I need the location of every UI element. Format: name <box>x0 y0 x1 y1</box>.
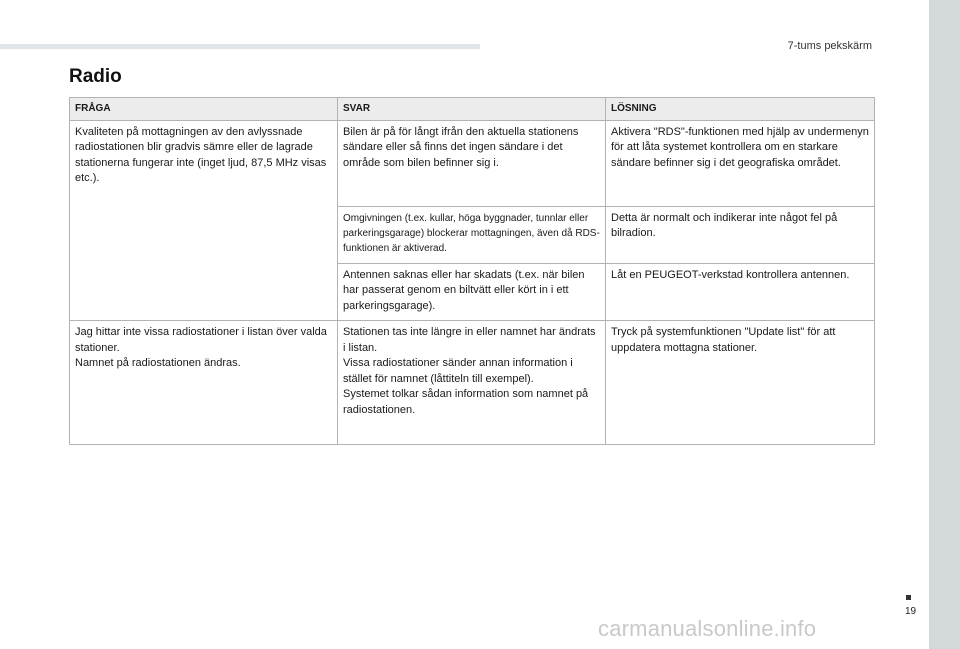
solution-text: Tryck på systemfunktionen "Update list" för att uppdatera mottagna stationer. <box>611 326 836 354</box>
question-text: Kvaliteten på mottagningen av den avlyssnade radiostationen blir gradvis sämre eller de lagrade stationerna fungerar inte (inget ljud, 87,5 MHz visas etc.). <box>75 125 327 184</box>
page-marker-dot <box>906 595 911 600</box>
page-title: Radio <box>69 66 122 87</box>
column-header-answer: SVAR <box>338 98 606 121</box>
table-row <box>70 321 875 445</box>
question-text: Jag hittar inte vissa radiostationer i listan över valda stationer. Namnet på radiostationen ändras. <box>75 326 327 369</box>
question-cell <box>70 120 338 321</box>
table-header-row <box>70 98 875 121</box>
answer-text: Bilen är på för långt ifrån den aktuella stationens sändare eller så finns det ingen sändare i det område som bilen befinner sig i. <box>343 125 579 169</box>
watermark: carmanualsonline.info <box>598 616 817 641</box>
solution-text: Låt en PEUGEOT-verkstad kontrollera antennen. <box>611 268 850 281</box>
solution-cell <box>606 120 875 206</box>
answer-cell <box>338 120 606 206</box>
answer-text: Antennen saknas eller har skadats (t.ex. när bilen har passerat genom en biltvätt eller kört in i ett parkeringsgarage). <box>343 268 585 312</box>
page-edge-strip <box>929 0 960 649</box>
answer-cell <box>338 321 606 445</box>
solution-cell <box>606 321 875 445</box>
column-header-question: FRÅGA <box>70 98 338 121</box>
answer-cell <box>338 206 606 263</box>
answer-text: Omgivningen (t.ex. kullar, höga byggnader, tunnlar eller parkeringsgarage) blockerar mottagningen, även då RDS-funktionen är aktiverad. <box>343 212 600 254</box>
answer-text: Stationen tas inte längre in eller namnet har ändrats i listan. Vissa radiostationer sänder annan information i stället för namnet (låttiteln till exempel). Systemet tolkar sådan information som namnet på radiostationen. <box>343 326 596 416</box>
troubleshooting-table <box>69 97 875 445</box>
answer-cell <box>338 263 606 321</box>
header-rule <box>0 44 480 49</box>
question-cell <box>70 321 338 445</box>
solution-text: Detta är normalt och indikerar inte något fel på bilradion. <box>611 211 838 239</box>
column-header-solution: LÖSNING <box>606 98 875 121</box>
solution-cell <box>606 263 875 321</box>
page-number: 19 <box>905 606 917 617</box>
table-row <box>70 120 875 206</box>
section-label: 7-tums pekskärm <box>787 40 872 52</box>
solution-cell <box>606 206 875 263</box>
solution-text: Aktivera "RDS"-funktionen med hjälp av undermenyn för att låta systemet kontrollera om en starkare sändare befinner sig i det geografiska området. <box>611 125 869 169</box>
